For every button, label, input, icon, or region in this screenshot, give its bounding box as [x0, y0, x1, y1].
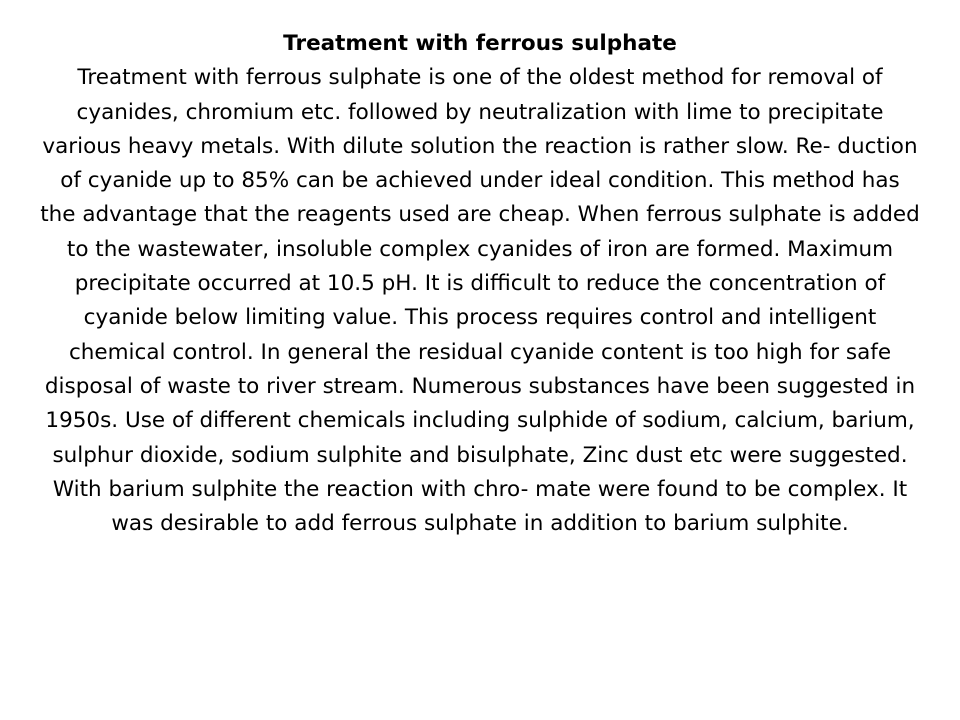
slide-title: Treatment with ferrous sulphate	[283, 31, 677, 56]
slide-body-text: Treatment with ferrous sulphate is one of the oldest method for removal of cyanides, chromium etc. followed by neutralization with lime to precipitate various heavy metals. With dilute solution the reaction is rather slow. Re- duction of cyanide up to 85% can be achieved under ideal condition. This method has the advantage that the reagents used are cheap. When ferrous sulphate is added to the wastewater, insoluble complex cyanides of iron are formed. Maximum precipitate occurred at 10.5 pH. It is difficult to reduce the concentration of cyanide below limiting value. This process requires control and intelligent chemical control. In general the residual cyanide content is too high for safe disposal of waste to river stream. Numerous substances have been suggested in 1950s. Use of different chemicals including sulphide of sodium, calcium, barium, sulphur dioxide, sodium sulphite and bisulphate, Zinc dust etc were suggested. With barium sulphite the reaction with chro- mate were found to be complex. It was desirable to add ferrous sulphate in addition to barium sulphite.	[40, 65, 920, 537]
text-block	[40, 27, 920, 541]
